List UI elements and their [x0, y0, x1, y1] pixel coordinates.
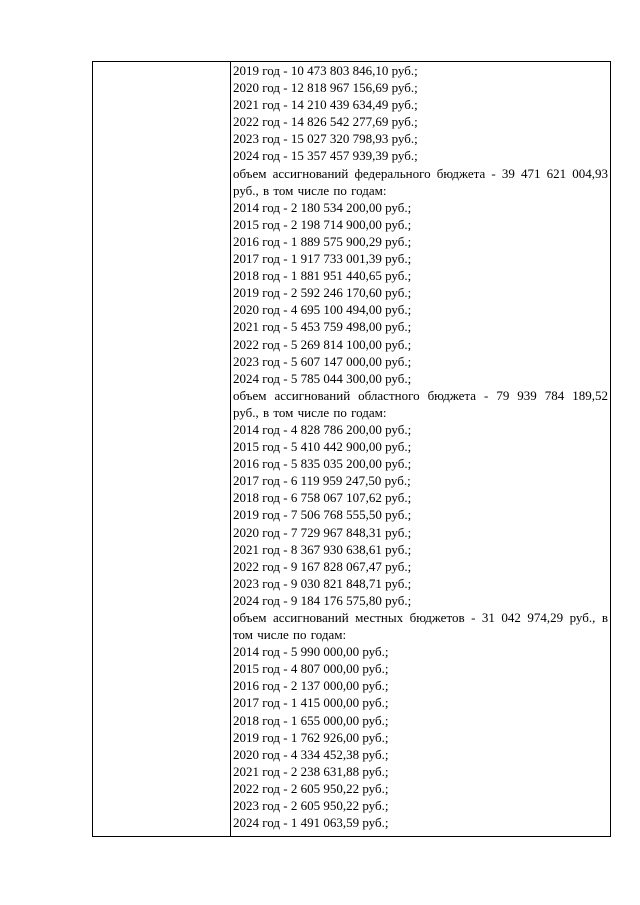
federal-budget-heading: объем ассигнований федерального бюджета - 39 471 621 004,93 руб., в том числе по годам:: [233, 165, 608, 198]
list-item: 2020 год - 4 334 452,38 руб.;: [233, 746, 389, 762]
total-by-year-list: [233, 62, 608, 165]
list-item: 2018 год - 1 881 951 440,65 руб.;: [233, 268, 412, 284]
list-item: 2018 год - 6 758 067 107,62 руб.;: [233, 490, 412, 506]
list-item: 2022 год - 14 826 542 277,69 руб.;: [233, 114, 418, 130]
list-item: 2023 год - 5 607 147 000,00 руб.;: [233, 353, 412, 369]
list-item: 2019 год - 1 762 926,00 руб.;: [233, 729, 389, 745]
regional-budget-heading: объем ассигнований областного бюджета - 79 939 784 189,52 руб., в том числе по годам:: [233, 387, 608, 420]
list-item: 2019 год - 2 592 246 170,60 руб.;: [233, 285, 412, 301]
list-item: 2017 год - 1 917 733 001,39 руб.;: [233, 251, 412, 267]
list-item: 2023 год - 15 027 320 798,93 руб.;: [233, 131, 418, 147]
list-item: 2014 год - 4 828 786 200,00 руб.;: [233, 421, 412, 437]
list-item: 2016 год - 2 137 000,00 руб.;: [233, 678, 389, 694]
list-item: 2024 год - 5 785 044 300,00 руб.;: [233, 370, 412, 386]
list-item: 2015 год - 2 198 714 900,00 руб.;: [233, 216, 412, 232]
table-left-cell: [93, 62, 231, 836]
list-item: 2016 год - 5 835 035 200,00 руб.;: [233, 456, 412, 472]
list-item: 2014 год - 5 990 000,00 руб.;: [233, 644, 389, 660]
list-item: 2021 год - 5 453 759 498,00 руб.;: [233, 319, 412, 335]
table-right-cell: [231, 62, 610, 836]
list-item: 2016 год - 1 889 575 900,29 руб.;: [233, 233, 412, 249]
list-item: 2015 год - 5 410 442 900,00 руб.;: [233, 439, 412, 455]
list-item: 2020 год - 4 695 100 494,00 руб.;: [233, 302, 412, 318]
budget-table: [92, 61, 611, 837]
list-item: 2024 год - 1 491 063,59 руб.;: [233, 815, 389, 831]
list-item: 2021 год - 2 238 631,88 руб.;: [233, 763, 389, 779]
list-item: 2023 год - 2 605 950,22 руб.;: [233, 798, 389, 814]
list-item: 2018 год - 1 655 000,00 руб.;: [233, 712, 389, 728]
local-budget-heading: объем ассигнований местных бюджетов - 31 042 974,29 руб., в том числе по годам:: [233, 610, 608, 643]
list-item: 2024 год - 15 357 457 939,39 руб.;: [233, 148, 418, 164]
list-item: 2022 год - 2 605 950,22 руб.;: [233, 780, 389, 796]
list-item: 2020 год - 7 729 967 848,31 руб.;: [233, 524, 412, 540]
federal-budget-list: [233, 199, 608, 387]
list-item: 2015 год - 4 807 000,00 руб.;: [233, 661, 389, 677]
list-item: 2017 год - 6 119 959 247,50 руб.;: [233, 473, 411, 489]
list-item: 2022 год - 5 269 814 100,00 руб.;: [233, 336, 412, 352]
list-item: 2024 год - 9 184 176 575,80 руб.;: [233, 592, 412, 608]
list-item: 2019 год - 10 473 803 846,10 руб.;: [233, 63, 418, 78]
list-item: 2019 год - 7 506 768 555,50 руб.;: [233, 507, 412, 523]
regional-budget-list: [233, 421, 608, 609]
list-item: 2017 год - 1 415 000,00 руб.;: [233, 695, 389, 711]
list-item: 2020 год - 12 818 967 156,69 руб.;: [233, 80, 418, 96]
list-item: 2021 год - 14 210 439 634,49 руб.;: [233, 97, 418, 113]
list-item: 2021 год - 8 367 930 638,61 руб.;: [233, 541, 412, 557]
local-budget-list: [233, 643, 608, 831]
list-item: 2023 год - 9 030 821 848,71 руб.;: [233, 575, 412, 591]
list-item: 2022 год - 9 167 828 067,47 руб.;: [233, 558, 412, 574]
list-item: 2014 год - 2 180 534 200,00 руб.;: [233, 199, 412, 215]
